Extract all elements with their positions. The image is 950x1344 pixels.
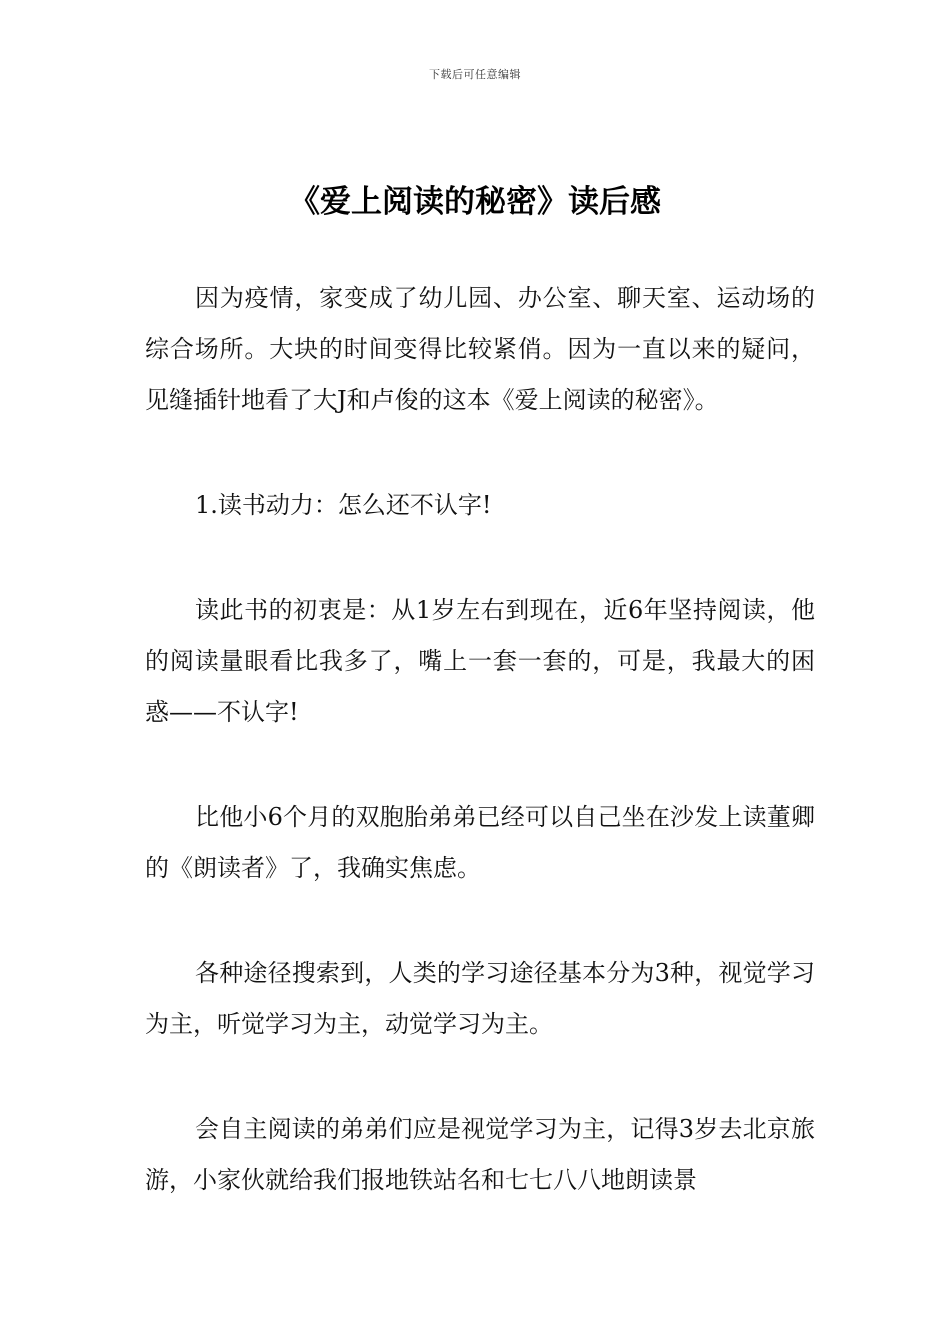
document-body [145,273,815,1206]
paragraph: 各种途径搜索到，人类的学习途径基本分为3种，视觉学习为主，听觉学习为主，动觉学习为主。 [145,959,815,1038]
paragraph-gap [145,894,815,948]
paragraph-gap [145,426,815,480]
paragraph-gap [145,738,815,792]
paragraph-gap [145,531,815,585]
paragraph: 读此书的初衷是：从1岁左右到现在，近6年坚持阅读，他的阅读量眼看比我多了，嘴上一套一套的，可是，我最大的困惑——不认字! [145,596,815,726]
paragraph-intro: 因为疫情，家变成了幼儿园、办公室、聊天室、运动场的综合场所。大块的时间变得比较紧俏。因为一直以来的疑问，见缝插针地看了大J和卢俊的这本《爱上阅读的秘密》。 [145,284,815,414]
paragraph-gap [145,1050,815,1104]
section-heading: 1.读书动力：怎么还不认字! [195,491,492,519]
paragraph: 比他小6个月的双胞胎弟弟已经可以自己坐在沙发上读董卿的《朗读者》了，我确实焦虑。 [145,803,815,882]
header-note: 下载后可任意编辑 [429,68,521,81]
document-title: 《爱上阅读的秘密》读后感 [289,184,661,220]
paragraph: 会自主阅读的弟弟们应是视觉学习为主，记得3岁去北京旅游，小家伙就给我们报地铁站名和七七八八地朗读景 [145,1115,815,1194]
